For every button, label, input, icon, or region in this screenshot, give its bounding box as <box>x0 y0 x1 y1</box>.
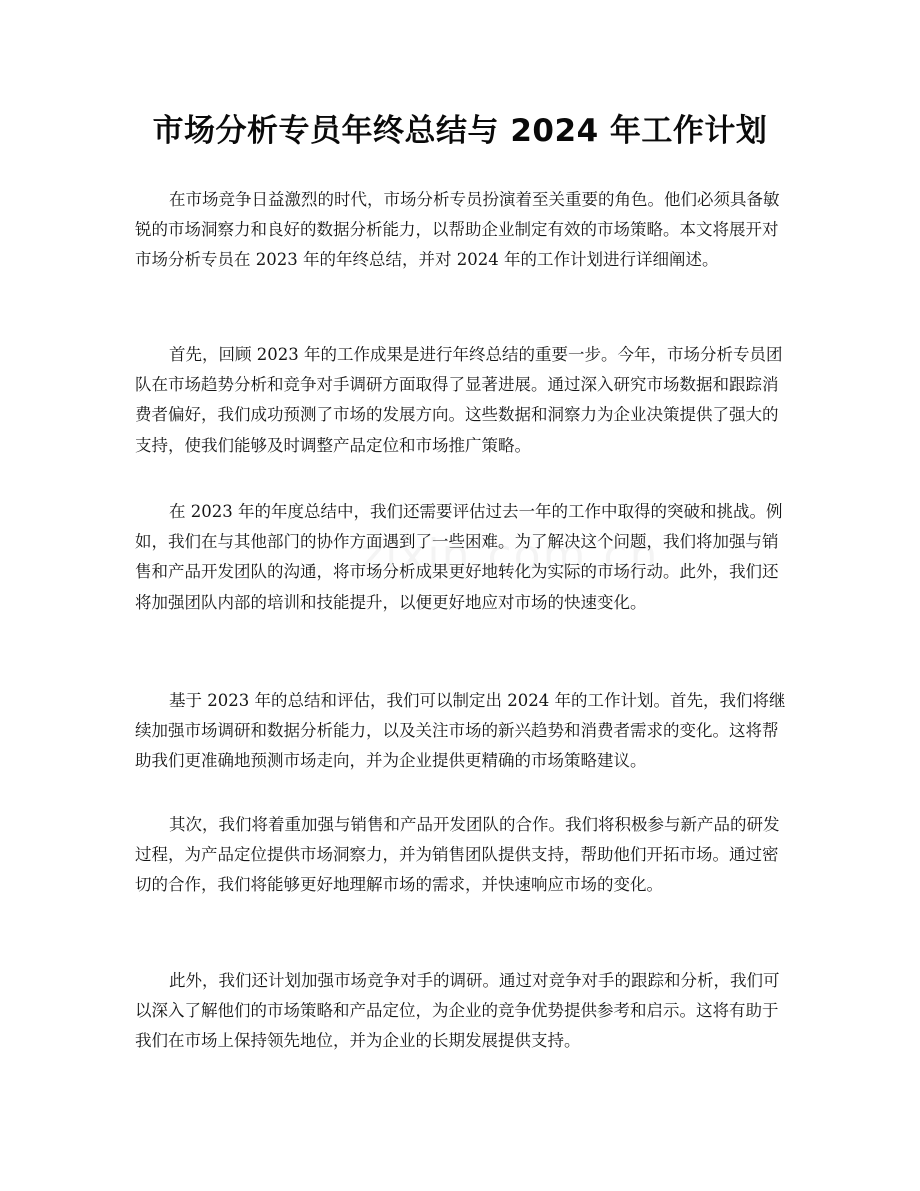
paragraph-review-2023: 首先，回顾 2023 年的工作成果是进行年终总结的重要一步。今年，市场分析专员团队在市场趋势分析和竞争对手调研方面取得了显著进展。通过深入研究市场数据和跟踪消费者偏好，我们成功预测了市场的发展方向。这些数据和洞察力为企业决策提供了强大的支持，使我们能够及时调整产品定位和市场推广策略。 <box>135 345 783 455</box>
paragraph-intro: 在市场竞争日益激烈的时代，市场分析专员扮演着至关重要的角色。他们必须具备敏锐的市场洞察力和良好的数据分析能力，以帮助企业制定有效的市场策略。本文将展开对市场分析专员在 2023 年的年终总结，并对 2024 年的工作计划进行详细阐述。 <box>135 190 780 270</box>
paragraph-plan-2024: 基于 2023 年的总结和评估，我们可以制定出 2024 年的工作计划。首先，我们将继续加强市场调研和数据分析能力，以及关注市场的新兴趋势和消费者需求的变化。这将帮助我们更准确地预测市场走向，并为企业提供更精确的市场策略建议。 <box>135 691 786 771</box>
paragraph-competitor-research: 此外，我们还计划加强市场竞争对手的调研。通过对竞争对手的跟踪和分析，我们可以深入了解他们的市场策略和产品定位，为企业的竞争优势提供参考和启示。这将有助于我们在市场上保持领先地位，并为企业的长期发展提供支持。 <box>135 971 780 1051</box>
paragraph-cooperation: 其次，我们将着重加强与销售和产品开发团队的合作。我们将积极参与新产品的研发过程，为产品定位提供市场洞察力，并为销售团队提供支持，帮助他们开拓市场。通过密切的合作，我们将能够更好地理解市场的需求，并快速响应市场的变化。 <box>135 815 780 895</box>
document-title: 市场分析专员年终总结与 2024 年工作计划 <box>152 113 768 149</box>
paragraph-challenges: 在 2023 年的年度总结中，我们还需要评估过去一年的工作中取得的突破和挑战。例如，我们在与其他部门的协作方面遇到了一些困难。为了解决这个问题，我们将加强与销售和产品开发团队的沟通，将市场分析成果更好地转化为实际的市场行动。此外，我们还将加强团队内部的培训和技能提升，以便更好地应对市场的快速变化。 <box>135 502 783 612</box>
